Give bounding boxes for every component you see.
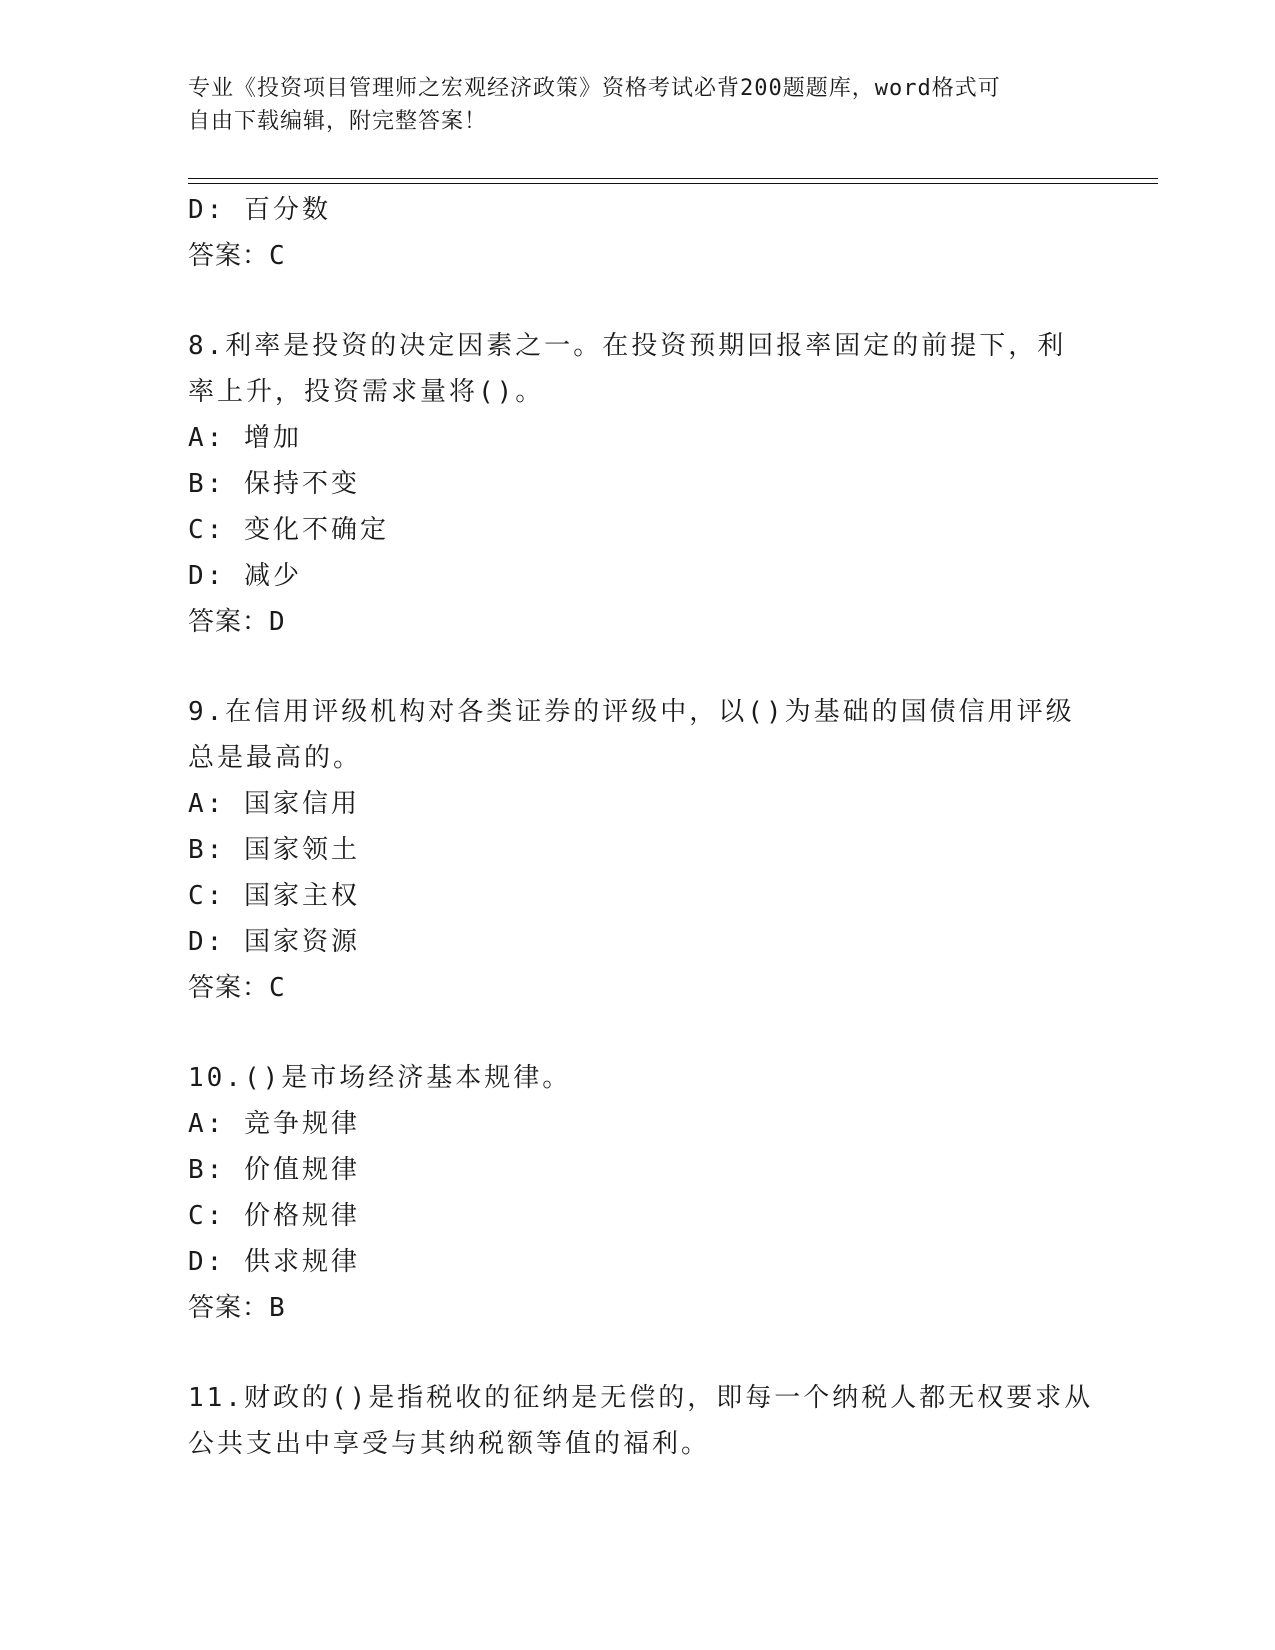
q9-stem-line-2: 总是最高的。 [188, 743, 363, 773]
q8-option-c: C: 变化不确定 [188, 515, 389, 545]
q9-option-a: A: 国家信用 [188, 789, 360, 819]
q9-answer: 答案：C [188, 973, 286, 1003]
header-line-1: 专业《投资项目管理师之宏观经济政策》资格考试必背200题题库，word格式可 [188, 76, 1001, 101]
document-header [188, 72, 1088, 138]
q8-stem-line-1: 8.利率是投资的决定因素之一。在投资预期回报率固定的前提下，利 [188, 331, 1067, 361]
q8-option-d: D: 减少 [188, 561, 302, 591]
q8-answer: 答案：D [188, 607, 286, 637]
q9-option-d: D: 国家资源 [188, 927, 360, 957]
q11-stem-line-2: 公共支出中享受与其纳税额等值的福利。 [188, 1429, 711, 1459]
q10-answer: 答案：B [188, 1293, 286, 1323]
q10-stem-line-1: 10.()是市场经济基本规律。 [188, 1063, 572, 1093]
q9-stem-line-1: 9.在信用评级机构对各类证券的评级中，以()为基础的国债信用评级 [188, 697, 1075, 727]
q8-option-b: B: 保持不变 [188, 469, 360, 499]
q11-stem-line-1: 11.财政的()是指税收的征纳是无偿的，即每一个纳税人都无权要求从 [188, 1383, 1094, 1413]
q10-option-a: A: 竞争规律 [188, 1109, 360, 1139]
q10-option-d: D: 供求规律 [188, 1247, 360, 1277]
header-divider-bottom [188, 183, 1158, 184]
q8-option-a: A: 增加 [188, 423, 302, 453]
header-divider-top [188, 178, 1158, 179]
q10-option-b: B: 价值规律 [188, 1155, 360, 1185]
q9-option-b: B: 国家领土 [188, 835, 360, 865]
q9-option-c: C: 国家主权 [188, 881, 360, 911]
q7-answer: 答案：C [188, 241, 286, 271]
q7-option-d: D: 百分数 [188, 195, 331, 225]
q8-stem-line-2: 率上升，投资需求量将()。 [188, 377, 545, 407]
header-line-2: 自由下载编辑，附完整答案！ [188, 109, 488, 134]
q10-option-c: C: 价格规律 [188, 1201, 360, 1231]
